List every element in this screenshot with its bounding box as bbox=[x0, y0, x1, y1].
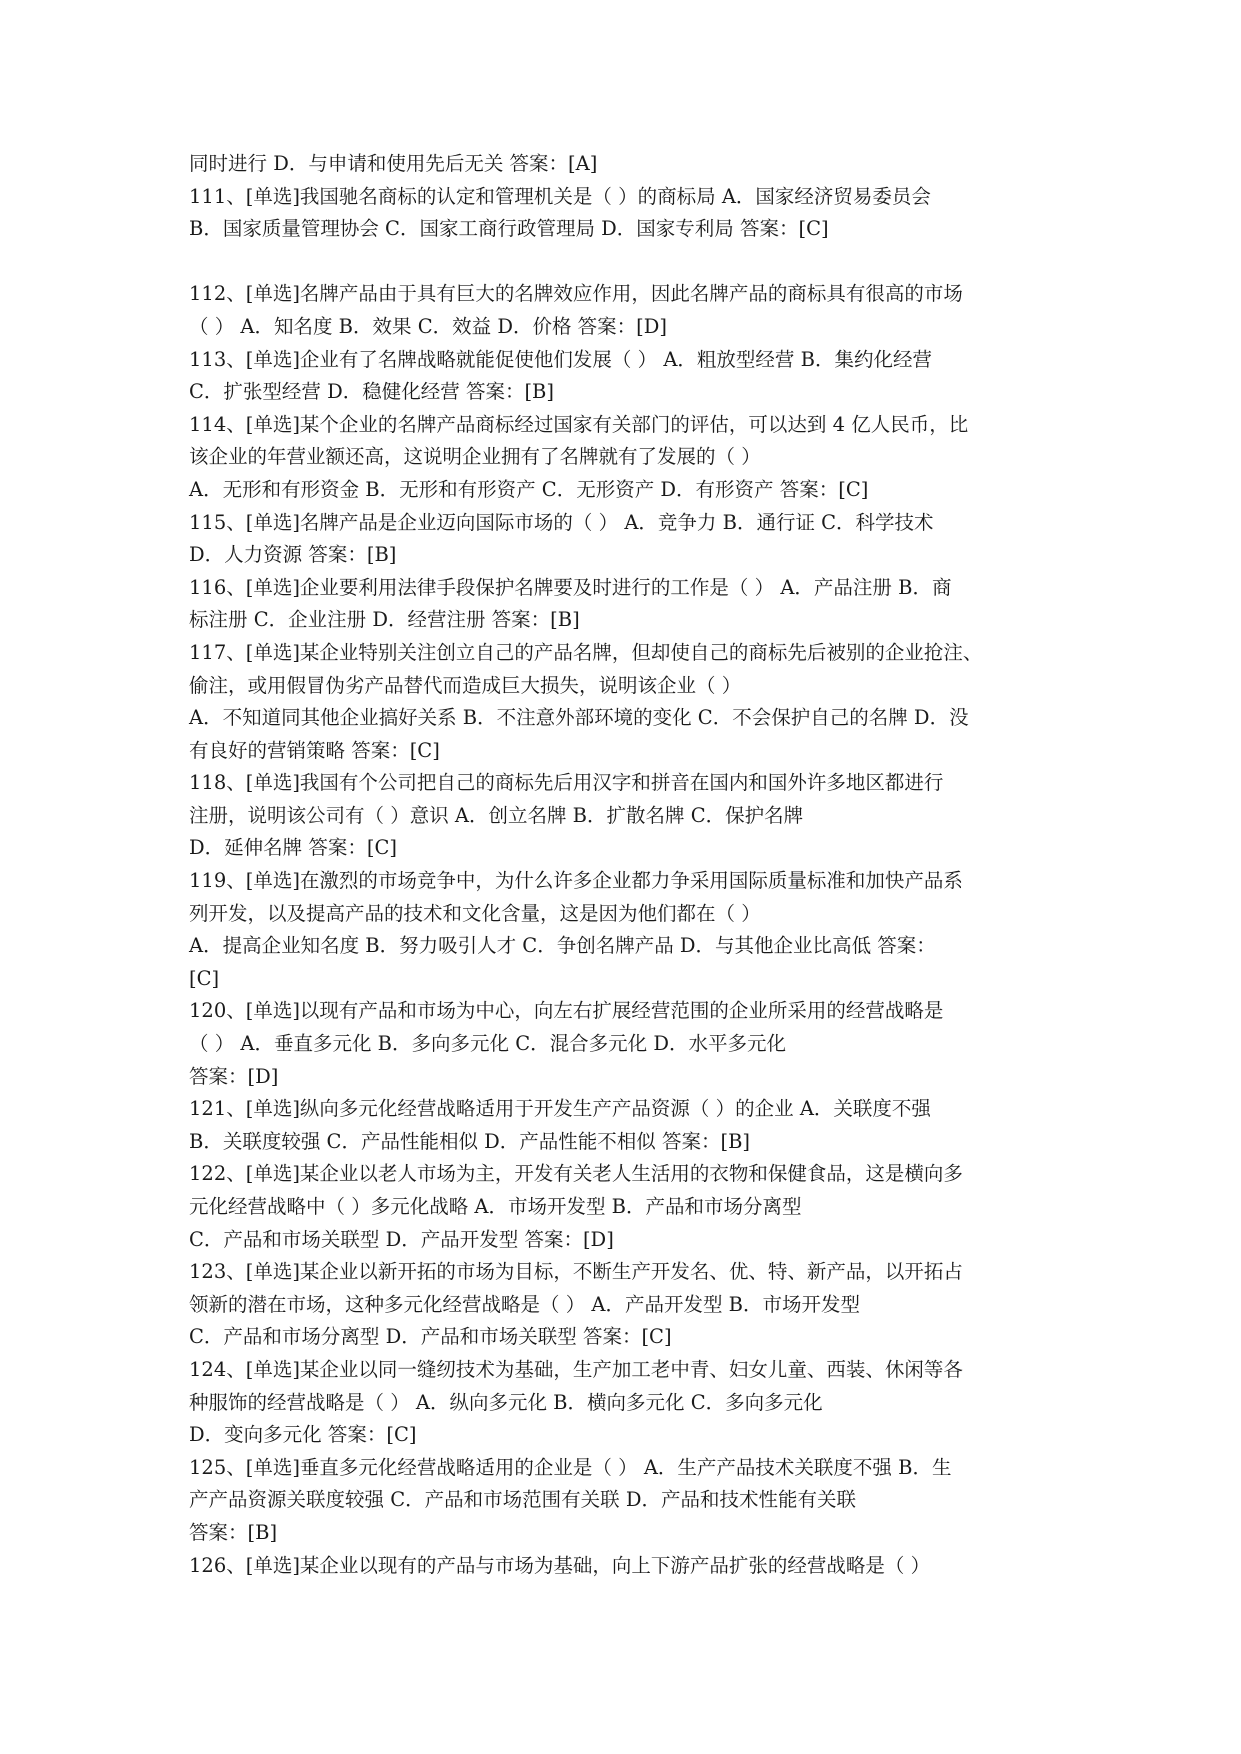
text-line: 115、[单选]名牌产品是企业迈向国际市场的（ ） A．竞争力 B．通行证 C．科学技术 bbox=[189, 510, 934, 534]
text-line: 元化经营战略中（ ）多元化战略 A．市场开发型 B．产品和市场分离型 bbox=[189, 1195, 802, 1218]
text-line: 121、[单选]纵向多元化经营战略适用于开发生产产品资源（ ）的企业 A．关联度不强 bbox=[189, 1097, 931, 1121]
text-line: 126、[单选]某企业以现有的产品与市场为基础，向上下游产品扩张的经营战略是（ ） bbox=[189, 1553, 931, 1577]
text-line: 列开发，以及提高产品的技术和文化含量，这是因为他们都在（ ） bbox=[189, 901, 761, 925]
text-line: 同时进行 D．与申请和使用先后无关 答案：[A] bbox=[189, 152, 598, 175]
text-line: A．无形和有形资金 B．无形和有形资产 C．无形资产 D．有形资产 答案：[C] bbox=[189, 477, 869, 501]
text-line: 112、[单选]名牌产品由于具有巨大的名牌效应作用，因此名牌产品的商标具有很高的市场 bbox=[189, 282, 963, 306]
text-line: 113、[单选]企业有了名牌战略就能促使他们发展（ ） A．粗放型经营 B．集约化经营 bbox=[189, 347, 932, 371]
text-line: D．变向多元化 答案：[C] bbox=[189, 1423, 417, 1447]
text-line: 答案：[B] bbox=[189, 1520, 278, 1544]
text-line: 领新的潜在市场，这种多元化经营战略是（ ） A．产品开发型 B．市场开发型 bbox=[189, 1292, 861, 1316]
text-line: 119、[单选]在激烈的市场竞争中，为什么许多企业都力争采用国际质量标准和加快产品系 bbox=[189, 869, 963, 893]
text-line: 122、[单选]某企业以老人市场为主，开发有关老人生活用的衣物和保健食品，这是横向多 bbox=[189, 1162, 963, 1186]
text-line: D．延伸名牌 答案：[C] bbox=[189, 836, 397, 860]
text-line: [C] bbox=[189, 966, 220, 990]
text-line: D．人力资源 答案：[B] bbox=[189, 543, 397, 567]
text-line: 124、[单选]某企业以同一缝纫技术为基础，生产加工老中青、妇女儿童、西装、休闲等各 bbox=[189, 1357, 963, 1381]
text-line: 标注册 C．企业注册 D．经营注册 答案：[B] bbox=[189, 608, 580, 632]
text-line: 种服饰的经营战略是（ ） A．纵向多元化 B．横向多元化 C．多向多元化 bbox=[189, 1390, 823, 1414]
text-line: （ ） A．知名度 B．效果 C．效益 D．价格 答案：[D] bbox=[189, 314, 668, 338]
text-line: 111、[单选]我国驰名商标的认定和管理机关是（ ）的商标局 A．国家经济贸易委员会 bbox=[189, 184, 931, 208]
text-line: 117、[单选]某企业特别关注创立自己的产品名牌，但却使自己的商标先后被别的企业抢注、 bbox=[189, 640, 983, 664]
text-line: A．不知道同其他企业搞好关系 B．不注意外部环境的变化 C．不会保护自己的名牌 D．没 bbox=[189, 706, 969, 730]
blank-line bbox=[189, 246, 1069, 279]
text-line: 注册，说明该公司有（ ）意识 A．创立名牌 B．扩散名牌 C．保护名牌 bbox=[189, 803, 804, 827]
text-line: C．产品和市场分离型 D．产品和市场关联型 答案：[C] bbox=[189, 1325, 672, 1349]
text-line: 产产品资源关联度较强 C．产品和市场范围有关联 D．产品和技术性能有关联 bbox=[189, 1488, 856, 1512]
text-line: 该企业的年营业额还高，这说明企业拥有了名牌就有了发展的（ ） bbox=[189, 445, 761, 469]
text-line: 125、[单选]垂直多元化经营战略适用的企业是（ ） A．生产产品技术关联度不强 B．生 bbox=[189, 1455, 952, 1479]
text-line: B．国家质量管理协会 C．国家工商行政管理局 D．国家专利局 答案：[C] bbox=[189, 217, 829, 241]
text-line: （ ） A．垂直多元化 B．多向多元化 C．混合多元化 D．水平多元化 bbox=[189, 1032, 786, 1056]
text-line: 答案：[D] bbox=[189, 1064, 279, 1088]
text-line: B．关联度较强 C．产品性能相似 D．产品性能不相似 答案：[B] bbox=[189, 1129, 751, 1153]
text-line: 有良好的营销策略 答案：[C] bbox=[189, 738, 440, 762]
text-line: 114、[单选]某个企业的名牌产品商标经过国家有关部门的评估，可以达到 4 亿人民币，比 bbox=[189, 412, 969, 436]
text-line: 118、[单选]我国有个公司把自己的商标先后用汉字和拼音在国内和国外许多地区都进行 bbox=[189, 771, 944, 795]
text-line: C．扩张型经营 D．稳健化经营 答案：[B] bbox=[189, 380, 554, 404]
text-line: 116、[单选]企业要利用法律手段保护名牌要及时进行的工作是（ ） A．产品注册 B．商 bbox=[189, 575, 952, 599]
text-line: 偷注，或用假冒伪劣产品替代而造成巨大损失，说明该企业（ ） bbox=[189, 673, 742, 697]
text-line: A．提高企业知名度 B．努力吸引人才 C．争创名牌产品 D．与其他企业比高低 答案： bbox=[189, 934, 936, 958]
document-body bbox=[189, 148, 1069, 1582]
text-line: C．产品和市场关联型 D．产品开发型 答案：[D] bbox=[189, 1227, 614, 1251]
text-line: 123、[单选]某企业以新开拓的市场为目标，不断生产开发名、优、特、新产品，以开拓占 bbox=[189, 1260, 963, 1284]
text-line: 120、[单选]以现有产品和市场为中心，向左右扩展经营范围的企业所采用的经营战略是 bbox=[189, 999, 944, 1023]
